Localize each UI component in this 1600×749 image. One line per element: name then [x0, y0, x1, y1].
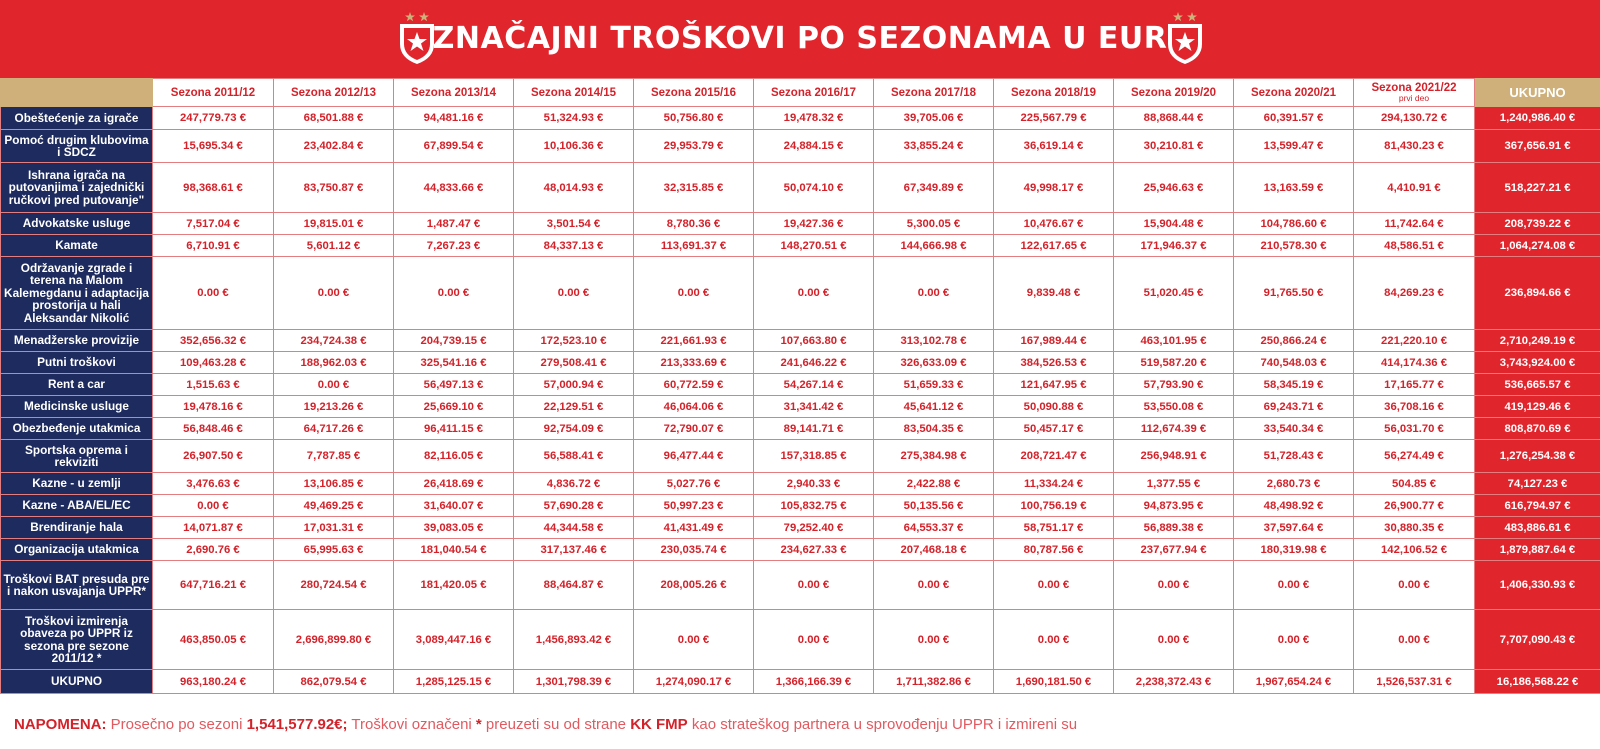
table-cell: 56,848.46 €: [153, 418, 274, 440]
table-cell: 89,141.71 €: [754, 418, 874, 440]
table-cell: 5,027.76 €: [634, 473, 754, 495]
row-total-cell: 1,879,887.64 €: [1475, 539, 1600, 561]
table-cell: 275,384.98 €: [874, 440, 994, 473]
row-total-cell: 3,743,924.00 €: [1475, 352, 1600, 374]
table-cell: 204,739.15 €: [394, 330, 514, 352]
table-row: [1, 107, 1600, 130]
table-cell: 0.00 €: [1234, 561, 1354, 610]
table-cell: 0.00 €: [514, 257, 634, 330]
row-label: Obeštećenje za igrače: [1, 107, 153, 130]
table-cell: 19,478.16 €: [153, 396, 274, 418]
table-cell: 82,116.05 €: [394, 440, 514, 473]
header-row: [1, 79, 1600, 107]
row-label: Putni troškovi: [1, 352, 153, 374]
table-cell: 384,526.53 €: [994, 352, 1114, 374]
row-total-cell: 367,656.91 €: [1475, 130, 1600, 163]
table-cell: 280,724.54 €: [274, 561, 394, 610]
table-cell: 0.00 €: [634, 257, 754, 330]
table-cell: 33,540.34 €: [1234, 418, 1354, 440]
table-cell: 352,656.32 €: [153, 330, 274, 352]
table-cell: 24,884.15 €: [754, 130, 874, 163]
table-cell: 3,476.63 €: [153, 473, 274, 495]
table-cell: 13,163.59 €: [1234, 163, 1354, 213]
row-label: Medicinske usluge: [1, 396, 153, 418]
row-total-cell: 16,186,568.22 €: [1475, 670, 1600, 694]
costs-table: [0, 78, 1600, 694]
table-cell: 25,946.63 €: [1114, 163, 1234, 213]
table-cell: 1,456,893.42 €: [514, 610, 634, 670]
table-cell: 0.00 €: [754, 561, 874, 610]
table-cell: 2,422.88 €: [874, 473, 994, 495]
table-cell: 11,334.24 €: [994, 473, 1114, 495]
table-cell: 122,617.65 €: [994, 235, 1114, 257]
table-cell: 1,967,654.24 €: [1234, 670, 1354, 694]
table-cell: 104,786.60 €: [1234, 213, 1354, 235]
table-cell: 2,696,899.80 €: [274, 610, 394, 670]
table-cell: 26,900.77 €: [1354, 495, 1475, 517]
footnote-star: *: [475, 716, 482, 733]
table-cell: 113,691.37 €: [634, 235, 754, 257]
table-cell: 862,079.54 €: [274, 670, 394, 694]
row-label: Obezbeđenje utakmica: [1, 418, 153, 440]
table-cell: 50,457.17 €: [994, 418, 1114, 440]
table-cell: 171,946.37 €: [1114, 235, 1234, 257]
column-header: Sezona 2011/12: [153, 79, 274, 107]
table-cell: 213,333.69 €: [634, 352, 754, 374]
table-cell: 96,477.44 €: [634, 440, 754, 473]
table-cell: 53,550.08 €: [1114, 396, 1234, 418]
table-cell: 181,420.05 €: [394, 561, 514, 610]
table-cell: 88,464.87 €: [514, 561, 634, 610]
row-label: Menadžerske provizije: [1, 330, 153, 352]
table-cell: 54,267.14 €: [754, 374, 874, 396]
table-row: [1, 257, 1600, 330]
table-cell: 50,074.10 €: [754, 163, 874, 213]
table-cell: 94,873.95 €: [1114, 495, 1234, 517]
table-cell: 13,106.85 €: [274, 473, 394, 495]
table-cell: 15,695.34 €: [153, 130, 274, 163]
table-cell: 208,005.26 €: [634, 561, 754, 610]
column-header: Sezona 2017/18: [874, 79, 994, 107]
table-cell: 56,274.49 €: [1354, 440, 1475, 473]
table-cell: 157,318.85 €: [754, 440, 874, 473]
table-cell: 0.00 €: [874, 257, 994, 330]
table-cell: 3,501.54 €: [514, 213, 634, 235]
table-cell: 0.00 €: [1114, 610, 1234, 670]
table-cell: 0.00 €: [1354, 610, 1475, 670]
table-cell: 1,515.63 €: [153, 374, 274, 396]
table-cell: 7,517.04 €: [153, 213, 274, 235]
table-cell: 294,130.72 €: [1354, 107, 1475, 130]
table-cell: 1,285,125.15 €: [394, 670, 514, 694]
table-cell: 26,907.50 €: [153, 440, 274, 473]
table-cell: 1,526,537.31 €: [1354, 670, 1475, 694]
table-cell: 237,677.94 €: [1114, 539, 1234, 561]
table-cell: 210,578.30 €: [1234, 235, 1354, 257]
table-cell: 519,587.20 €: [1114, 352, 1234, 374]
table-cell: 2,680.73 €: [1234, 473, 1354, 495]
table-cell: 51,659.33 €: [874, 374, 994, 396]
table-cell: 10,106.36 €: [514, 130, 634, 163]
table-cell: 0.00 €: [394, 257, 514, 330]
table-cell: 69,243.71 €: [1234, 396, 1354, 418]
row-total-cell: 1,276,254.38 €: [1475, 440, 1600, 473]
row-label: Advokatske usluge: [1, 213, 153, 235]
table-cell: 30,210.81 €: [1114, 130, 1234, 163]
table-cell: 107,663.80 €: [754, 330, 874, 352]
table-cell: 0.00 €: [153, 495, 274, 517]
table-cell: 109,463.28 €: [153, 352, 274, 374]
row-label: Kazne - ABA/EL/EC: [1, 495, 153, 517]
table-cell: 51,728.43 €: [1234, 440, 1354, 473]
table-cell: 221,661.93 €: [634, 330, 754, 352]
table-cell: 1,711,382.86 €: [874, 670, 994, 694]
table-cell: 19,427.36 €: [754, 213, 874, 235]
row-label: Sportska oprema i rekviziti: [1, 440, 153, 473]
table-cell: 39,083.05 €: [394, 517, 514, 539]
footnote-average: 1,541,577.92€;: [246, 716, 348, 733]
table-cell: 963,180.24 €: [153, 670, 274, 694]
table-cell: 64,717.26 €: [274, 418, 394, 440]
table-cell: 0.00 €: [754, 257, 874, 330]
table-cell: 26,418.69 €: [394, 473, 514, 495]
table-row: [1, 130, 1600, 163]
table-cell: 94,481.16 €: [394, 107, 514, 130]
table-cell: 121,647.95 €: [994, 374, 1114, 396]
table-cell: 56,889.38 €: [1114, 517, 1234, 539]
table-cell: 8,780.36 €: [634, 213, 754, 235]
table-cell: 463,850.05 €: [153, 610, 274, 670]
row-label: Troškovi izmirenja obaveza po UPPR iz sezona pre sezone 2011/12 *: [1, 610, 153, 670]
row-total-cell: 419,129.46 €: [1475, 396, 1600, 418]
row-total-cell: 1,240,986.40 €: [1475, 107, 1600, 130]
table-cell: 0.00 €: [634, 610, 754, 670]
table-cell: 148,270.51 €: [754, 235, 874, 257]
table-cell: 7,267.23 €: [394, 235, 514, 257]
column-header: Sezona 2020/21: [1234, 79, 1354, 107]
table-cell: 279,508.41 €: [514, 352, 634, 374]
table-cell: 414,174.36 €: [1354, 352, 1475, 374]
table-cell: 0.00 €: [754, 610, 874, 670]
table-cell: 647,716.21 €: [153, 561, 274, 610]
table-cell: 10,476.67 €: [994, 213, 1114, 235]
table-row: [1, 374, 1600, 396]
table-cell: 29,953.79 €: [634, 130, 754, 163]
row-label: Kamate: [1, 235, 153, 257]
table-row: [1, 539, 1600, 561]
table-cell: 64,553.37 €: [874, 517, 994, 539]
table-cell: 67,899.54 €: [394, 130, 514, 163]
table-cell: 1,377.55 €: [1114, 473, 1234, 495]
table-row: [1, 235, 1600, 257]
header-corner: [1, 79, 153, 107]
table-cell: 19,213.26 €: [274, 396, 394, 418]
table-cell: 180,319.98 €: [1234, 539, 1354, 561]
column-header: Sezona 2019/20: [1114, 79, 1234, 107]
table-row: [1, 610, 1600, 670]
table-cell: 50,756.80 €: [634, 107, 754, 130]
table-row: [1, 352, 1600, 374]
row-total-cell: 7,707,090.43 €: [1475, 610, 1600, 670]
table-cell: 463,101.95 €: [1114, 330, 1234, 352]
row-total-cell: 208,739.22 €: [1475, 213, 1600, 235]
table-cell: 142,106.52 €: [1354, 539, 1475, 561]
table-cell: 58,345.19 €: [1234, 374, 1354, 396]
table-cell: 234,724.38 €: [274, 330, 394, 352]
table-cell: 247,779.73 €: [153, 107, 274, 130]
footnote-text: Prosečno po sezoni: [106, 716, 247, 733]
table-cell: 0.00 €: [274, 374, 394, 396]
table-cell: 241,646.22 €: [754, 352, 874, 374]
row-total-cell: 483,886.61 €: [1475, 517, 1600, 539]
footnote-text: Troškovi označeni: [347, 716, 476, 733]
table-cell: 740,548.03 €: [1234, 352, 1354, 374]
row-total-cell: 536,665.57 €: [1475, 374, 1600, 396]
table-cell: 2,690.76 €: [153, 539, 274, 561]
table-cell: 51,324.93 €: [514, 107, 634, 130]
total-column-header: UKUPNO: [1475, 79, 1600, 107]
row-total-cell: 518,227.21 €: [1475, 163, 1600, 213]
table-cell: 0.00 €: [874, 561, 994, 610]
table-cell: 81,430.23 €: [1354, 130, 1475, 163]
table-cell: 0.00 €: [1354, 561, 1475, 610]
table-cell: 0.00 €: [1114, 561, 1234, 610]
table-cell: 58,751.17 €: [994, 517, 1114, 539]
row-label: Rent a car: [1, 374, 153, 396]
table-cell: 2,238,372.43 €: [1114, 670, 1234, 694]
table-cell: 313,102.78 €: [874, 330, 994, 352]
table-cell: 51,020.45 €: [1114, 257, 1234, 330]
table-cell: 23,402.84 €: [274, 130, 394, 163]
row-total-cell: 236,894.66 €: [1475, 257, 1600, 330]
table-cell: 49,998.17 €: [994, 163, 1114, 213]
table-cell: 91,765.50 €: [1234, 257, 1354, 330]
table-cell: 44,833.66 €: [394, 163, 514, 213]
table-cell: 50,135.56 €: [874, 495, 994, 517]
table-cell: 92,754.09 €: [514, 418, 634, 440]
table-cell: 11,742.64 €: [1354, 213, 1475, 235]
column-header: Sezona 2021/22 prvi deo: [1354, 79, 1475, 107]
table-cell: 67,349.89 €: [874, 163, 994, 213]
table-cell: 88,868.44 €: [1114, 107, 1234, 130]
table-cell: 60,391.57 €: [1234, 107, 1354, 130]
table-cell: 1,274,090.17 €: [634, 670, 754, 694]
table-cell: 1,690,181.50 €: [994, 670, 1114, 694]
table-cell: 84,337.13 €: [514, 235, 634, 257]
footnote-text: kao strateškog partnera u sprovođenju UPPR i izmireni su: [687, 716, 1078, 733]
grand-total-row: [1, 670, 1600, 694]
row-label: UKUPNO: [1, 670, 153, 694]
table-row: [1, 163, 1600, 213]
table-cell: 6,710.91 €: [153, 235, 274, 257]
column-header: Sezona 2015/16: [634, 79, 754, 107]
table-cell: 105,832.75 €: [754, 495, 874, 517]
table-cell: 48,014.93 €: [514, 163, 634, 213]
table-cell: 0.00 €: [994, 561, 1114, 610]
row-label: Organizacija utakmica: [1, 539, 153, 561]
table-cell: 83,750.87 €: [274, 163, 394, 213]
table-cell: 225,567.79 €: [994, 107, 1114, 130]
table-cell: 144,666.98 €: [874, 235, 994, 257]
table-cell: 19,478.32 €: [754, 107, 874, 130]
table-cell: 56,588.41 €: [514, 440, 634, 473]
table-cell: 0.00 €: [1234, 610, 1354, 670]
row-total-cell: 74,127.23 €: [1475, 473, 1600, 495]
table-cell: 72,790.07 €: [634, 418, 754, 440]
table-cell: 504.85 €: [1354, 473, 1475, 495]
column-header: Sezona 2016/17: [754, 79, 874, 107]
footnote-text: preuzeti su od strane: [481, 716, 631, 733]
table-cell: 15,904.48 €: [1114, 213, 1234, 235]
row-label: Kazne - u zemlji: [1, 473, 153, 495]
table-cell: 49,469.25 €: [274, 495, 394, 517]
table-cell: 65,995.63 €: [274, 539, 394, 561]
table-cell: 234,627.33 €: [754, 539, 874, 561]
table-cell: 7,787.85 €: [274, 440, 394, 473]
column-header: Sezona 2018/19: [994, 79, 1114, 107]
table-row: [1, 440, 1600, 473]
table-cell: 56,497.13 €: [394, 374, 514, 396]
table-cell: 5,601.12 €: [274, 235, 394, 257]
row-total-cell: 1,406,330.93 €: [1475, 561, 1600, 610]
table-row: [1, 418, 1600, 440]
table-cell: 3,089,447.16 €: [394, 610, 514, 670]
table-row: [1, 213, 1600, 235]
table-cell: 57,793.90 €: [1114, 374, 1234, 396]
table-cell: 172,523.10 €: [514, 330, 634, 352]
table-cell: 181,040.54 €: [394, 539, 514, 561]
table-cell: 57,000.94 €: [514, 374, 634, 396]
row-total-cell: 808,870.69 €: [1475, 418, 1600, 440]
table-cell: 5,300.05 €: [874, 213, 994, 235]
table-cell: 230,035.74 €: [634, 539, 754, 561]
table-cell: 31,640.07 €: [394, 495, 514, 517]
table-cell: 48,498.92 €: [1234, 495, 1354, 517]
table-cell: 4,410.91 €: [1354, 163, 1475, 213]
row-total-cell: 2,710,249.19 €: [1475, 330, 1600, 352]
table-cell: 39,705.06 €: [874, 107, 994, 130]
table-cell: 221,220.10 €: [1354, 330, 1475, 352]
page-title: ZNAČAJNI TROŠKOVI PO SEZONAMA U EUR: [432, 21, 1168, 56]
table-cell: 17,031.31 €: [274, 517, 394, 539]
table-cell: 44,344.58 €: [514, 517, 634, 539]
row-label: Održavanje zgrade i terena na Malom Kalemegdanu i adaptacija prostorija u hali Aleksandar Nikolić: [1, 257, 153, 330]
table-cell: 207,468.18 €: [874, 539, 994, 561]
table-cell: 31,341.42 €: [754, 396, 874, 418]
row-total-cell: 616,794.97 €: [1475, 495, 1600, 517]
table-cell: 326,633.09 €: [874, 352, 994, 374]
table-cell: 325,541.16 €: [394, 352, 514, 374]
table-cell: 250,866.24 €: [1234, 330, 1354, 352]
row-label: Brendiranje hala: [1, 517, 153, 539]
table-cell: 25,669.10 €: [394, 396, 514, 418]
table-cell: 83,504.35 €: [874, 418, 994, 440]
table-cell: 14,071.87 €: [153, 517, 274, 539]
row-label: Pomoć drugim klubovima i SDCZ: [1, 130, 153, 163]
footnote-lead: NAPOMENA:: [14, 716, 107, 733]
table-cell: 112,674.39 €: [1114, 418, 1234, 440]
table-cell: 60,772.59 €: [634, 374, 754, 396]
table-cell: 1,366,166.39 €: [754, 670, 874, 694]
table-cell: 188,962.03 €: [274, 352, 394, 374]
table-cell: 79,252.40 €: [754, 517, 874, 539]
row-label: Ishrana igrača na putovanjima i zajednički ručkovi pred putovanje": [1, 163, 153, 213]
table-cell: 4,836.72 €: [514, 473, 634, 495]
club-crest-right-icon: [1164, 10, 1206, 66]
column-header: Sezona 2013/14: [394, 79, 514, 107]
table-cell: 48,586.51 €: [1354, 235, 1475, 257]
table-cell: 22,129.51 €: [514, 396, 634, 418]
table-cell: 13,599.47 €: [1234, 130, 1354, 163]
table-cell: 9,839.48 €: [994, 257, 1114, 330]
row-total-cell: 1,064,274.08 €: [1475, 235, 1600, 257]
table-cell: 2,940.33 €: [754, 473, 874, 495]
table-cell: 100,756.19 €: [994, 495, 1114, 517]
table-cell: 45,641.12 €: [874, 396, 994, 418]
table-cell: 41,431.49 €: [634, 517, 754, 539]
table-cell: 256,948.91 €: [1114, 440, 1234, 473]
table-row: [1, 495, 1600, 517]
table-cell: 68,501.88 €: [274, 107, 394, 130]
table-cell: 0.00 €: [994, 610, 1114, 670]
table-row: [1, 396, 1600, 418]
table-cell: 0.00 €: [153, 257, 274, 330]
table-cell: 80,787.56 €: [994, 539, 1114, 561]
table-row: [1, 330, 1600, 352]
row-label: Troškovi BAT presuda pre i nakon usvajanja UPPR*: [1, 561, 153, 610]
table-cell: 50,997.23 €: [634, 495, 754, 517]
table-cell: 57,690.28 €: [514, 495, 634, 517]
table-cell: 317,137.46 €: [514, 539, 634, 561]
table-cell: 167,989.44 €: [994, 330, 1114, 352]
table-cell: 36,619.14 €: [994, 130, 1114, 163]
table-cell: 1,301,798.39 €: [514, 670, 634, 694]
table-cell: 36,708.16 €: [1354, 396, 1475, 418]
table-cell: 50,090.88 €: [994, 396, 1114, 418]
table-cell: 208,721.47 €: [994, 440, 1114, 473]
table-cell: 32,315.85 €: [634, 163, 754, 213]
table-cell: 84,269.23 €: [1354, 257, 1475, 330]
footnote: [14, 711, 1594, 739]
table-cell: 0.00 €: [274, 257, 394, 330]
table-row: [1, 517, 1600, 539]
footnote-partner: KK FMP: [630, 716, 688, 733]
table-cell: 96,411.15 €: [394, 418, 514, 440]
table-row: [1, 473, 1600, 495]
table-cell: 33,855.24 €: [874, 130, 994, 163]
column-header: Sezona 2012/13: [274, 79, 394, 107]
column-header: Sezona 2014/15: [514, 79, 634, 107]
table-cell: 17,165.77 €: [1354, 374, 1475, 396]
table-cell: 30,880.35 €: [1354, 517, 1475, 539]
table-cell: 19,815.01 €: [274, 213, 394, 235]
table-cell: 0.00 €: [874, 610, 994, 670]
table-cell: 56,031.70 €: [1354, 418, 1475, 440]
table-cell: 46,064.06 €: [634, 396, 754, 418]
table-cell: 37,597.64 €: [1234, 517, 1354, 539]
table-cell: 98,368.61 €: [153, 163, 274, 213]
table-cell: 1,487.47 €: [394, 213, 514, 235]
table-row: [1, 561, 1600, 610]
